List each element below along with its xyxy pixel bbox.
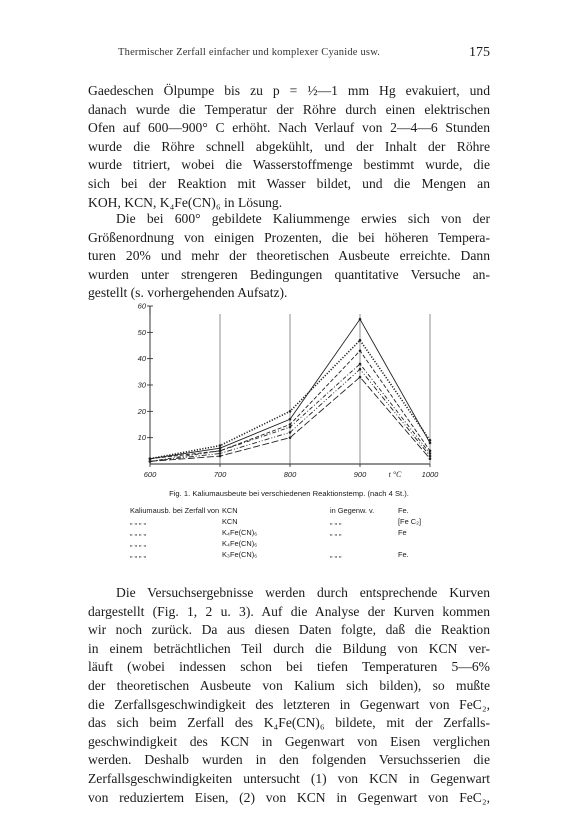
paragraph-line: Die Versuchsergebnisse werden durch entsprechende Kurven xyxy=(116,585,490,600)
data-point xyxy=(359,363,362,366)
paragraph-line: wurde die Röhre schnell abgekühlt, und der Inhalt der Röhre xyxy=(88,138,490,154)
legend-additive: [Fe C₂] xyxy=(398,517,421,526)
legend-text: Kaliumausb. bei Zerfall von xyxy=(130,506,220,515)
legend-compound: KCN xyxy=(222,506,238,515)
data-point xyxy=(219,447,222,450)
paragraph-line: gestellt (s. vorhergehenden Aufsatz). xyxy=(88,285,288,301)
x-tick-label: 900 xyxy=(353,470,367,479)
y-tick-label: 40 xyxy=(137,354,146,364)
data-point xyxy=(149,460,152,463)
x-tick-label: 700 xyxy=(213,470,227,479)
legend-row xyxy=(130,528,460,539)
data-point xyxy=(289,410,292,413)
legend-additive: Fe xyxy=(398,528,407,537)
legend-compound: K₄Fe(CN)₆ xyxy=(222,528,258,537)
y-tick-label: 30 xyxy=(137,380,146,390)
data-point xyxy=(149,457,152,460)
data-point xyxy=(429,450,432,453)
paragraph-line: sich bei der Reaktion mit Wasser bildet, und die Mengen an xyxy=(88,175,490,191)
legend-text: „ „ „ xyxy=(330,550,342,559)
paragraph-3 xyxy=(88,584,490,807)
chart-tick-labels xyxy=(137,302,440,479)
page-number: 175 xyxy=(469,45,490,60)
data-point xyxy=(429,439,432,442)
legend-additive: Fe. xyxy=(398,506,409,515)
legend-text: „ „ „ „ xyxy=(130,517,147,526)
legend-text: „ „ „ „ xyxy=(130,550,147,559)
x-tick-label: 800 xyxy=(283,470,297,479)
paragraph-line: in einem beträchtlichen Teil durch die Bildung von KCN ver- xyxy=(88,640,490,656)
figure-legend xyxy=(130,506,460,561)
x-tick-label: 600 xyxy=(143,470,157,479)
paragraph-line: läuft (wobei indessen schon bei tiefen Temperaturen 5—6% xyxy=(88,659,490,675)
paragraph-line: KOH, KCN, K₄Fe(CN)₆ in Lösung. xyxy=(88,194,283,210)
data-point xyxy=(219,450,222,453)
figure-1 xyxy=(118,302,458,490)
running-title: Thermischer Zerfall einfacher und komplexer Cyanide usw. xyxy=(118,47,381,58)
paragraph-2 xyxy=(88,210,490,303)
paragraph-line: turen 20% und mehr der theoretischen Ausbeute erreichte. Dann xyxy=(88,248,490,264)
paragraph-line: die Zerfallsgeschwindigkeit des letzteren in Gegenwart von FeC₂, xyxy=(88,696,490,712)
legend-text: „ „ „ „ xyxy=(130,539,147,548)
paragraph-1 xyxy=(88,82,490,212)
legend-row xyxy=(130,539,460,550)
data-point xyxy=(359,368,362,371)
data-point xyxy=(429,442,432,445)
x-tick-label: 1000 xyxy=(421,470,439,479)
paragraph-line: Ofen auf 600—900° C erhöht. Nach Verlauf von 2—4—6 Stunden xyxy=(88,120,490,136)
data-point xyxy=(219,455,222,458)
legend-compound: K₄Fe(CN)₆ xyxy=(222,539,258,548)
legend-additive: Fe. xyxy=(398,550,409,559)
paragraph-line: das sich beim Zerfall des K₄Fe(CN)₆ bildete, mit der Zerfalls- xyxy=(88,715,490,731)
data-point xyxy=(359,349,362,352)
paragraph-line: Die bei 600° gebildete Kaliummenge erwies sich von der xyxy=(116,211,490,226)
chart-axes xyxy=(147,306,430,467)
data-point xyxy=(429,455,432,458)
paragraph-line: dargestellt (Fig. 1, 2 u. 3). Auf die Analyse der Kurven kommen xyxy=(88,603,490,619)
paragraph-line: Größenordnung von einigen Prozenten, die bei höheren Tempera- xyxy=(88,229,490,245)
data-point xyxy=(429,457,432,460)
data-point xyxy=(289,418,292,421)
figure-caption: Fig. 1. Kaliumausbeute bei verschiedenen Reaktionstemp. (nach 4 St.). xyxy=(169,489,409,498)
paragraph-line: wurde titriert, wobei die Wasserstoffmenge bestimmt wurde, die xyxy=(88,157,490,173)
data-point xyxy=(289,431,292,434)
data-point xyxy=(359,339,362,342)
legend-text: in Gegenw. v. xyxy=(330,506,375,515)
data-point xyxy=(289,423,292,426)
legend-compound: K₃Fe(CN)₆ xyxy=(222,550,258,559)
legend-row xyxy=(130,506,460,517)
paragraph-line: von reduziertem Eisen, (2) von KCN in Gegenwart von FeC₂, xyxy=(88,789,490,805)
data-point xyxy=(359,376,362,379)
paragraph-line: wurden unter strengeren Bedingungen quantitative Versuche an- xyxy=(88,266,490,282)
data-point xyxy=(219,444,222,447)
y-tick-label: 20 xyxy=(137,406,146,416)
data-point xyxy=(289,436,292,439)
x-axis-label: t °C xyxy=(388,470,402,479)
y-tick-label: 10 xyxy=(137,433,146,443)
paragraph-line: Zerfallsgeschwindigkeiten untersucht (1) von KCN in Gegenwart xyxy=(88,770,490,786)
data-point xyxy=(289,426,292,429)
y-tick-label: 60 xyxy=(137,302,146,311)
data-point xyxy=(359,318,362,321)
legend-text: „ „ „ xyxy=(330,517,342,526)
y-tick-label: 50 xyxy=(137,327,146,337)
paragraph-line: danach wurde die Temperatur der Röhre durch einen elektrischen xyxy=(88,101,490,117)
paragraph-line: der theoretischen Ausbeute von Kalium sich bilden), so mußte xyxy=(88,677,490,693)
legend-text: „ „ „ „ xyxy=(130,528,147,537)
legend-compound: KCN xyxy=(222,517,238,526)
legend-text: „ „ „ xyxy=(330,528,342,537)
data-point xyxy=(219,452,222,455)
paragraph-line: werden. Deshalb wurden in den folgenden Versuchsserien die xyxy=(88,752,490,768)
legend-row xyxy=(130,550,460,561)
paragraph-line: geschwindigkeit des KCN in Gegenwart von Eisen verglichen xyxy=(88,733,490,749)
paragraph-line: Gaedeschen Ölpumpe bis zu p = ½—1 mm Hg evakuiert, und xyxy=(88,83,490,98)
legend-row xyxy=(130,517,460,528)
paragraph-line: wir noch zurück. Da aus diesen Daten folgte, daß die Reaktion xyxy=(88,622,490,638)
yield-chart xyxy=(118,302,458,490)
data-point xyxy=(429,452,432,455)
